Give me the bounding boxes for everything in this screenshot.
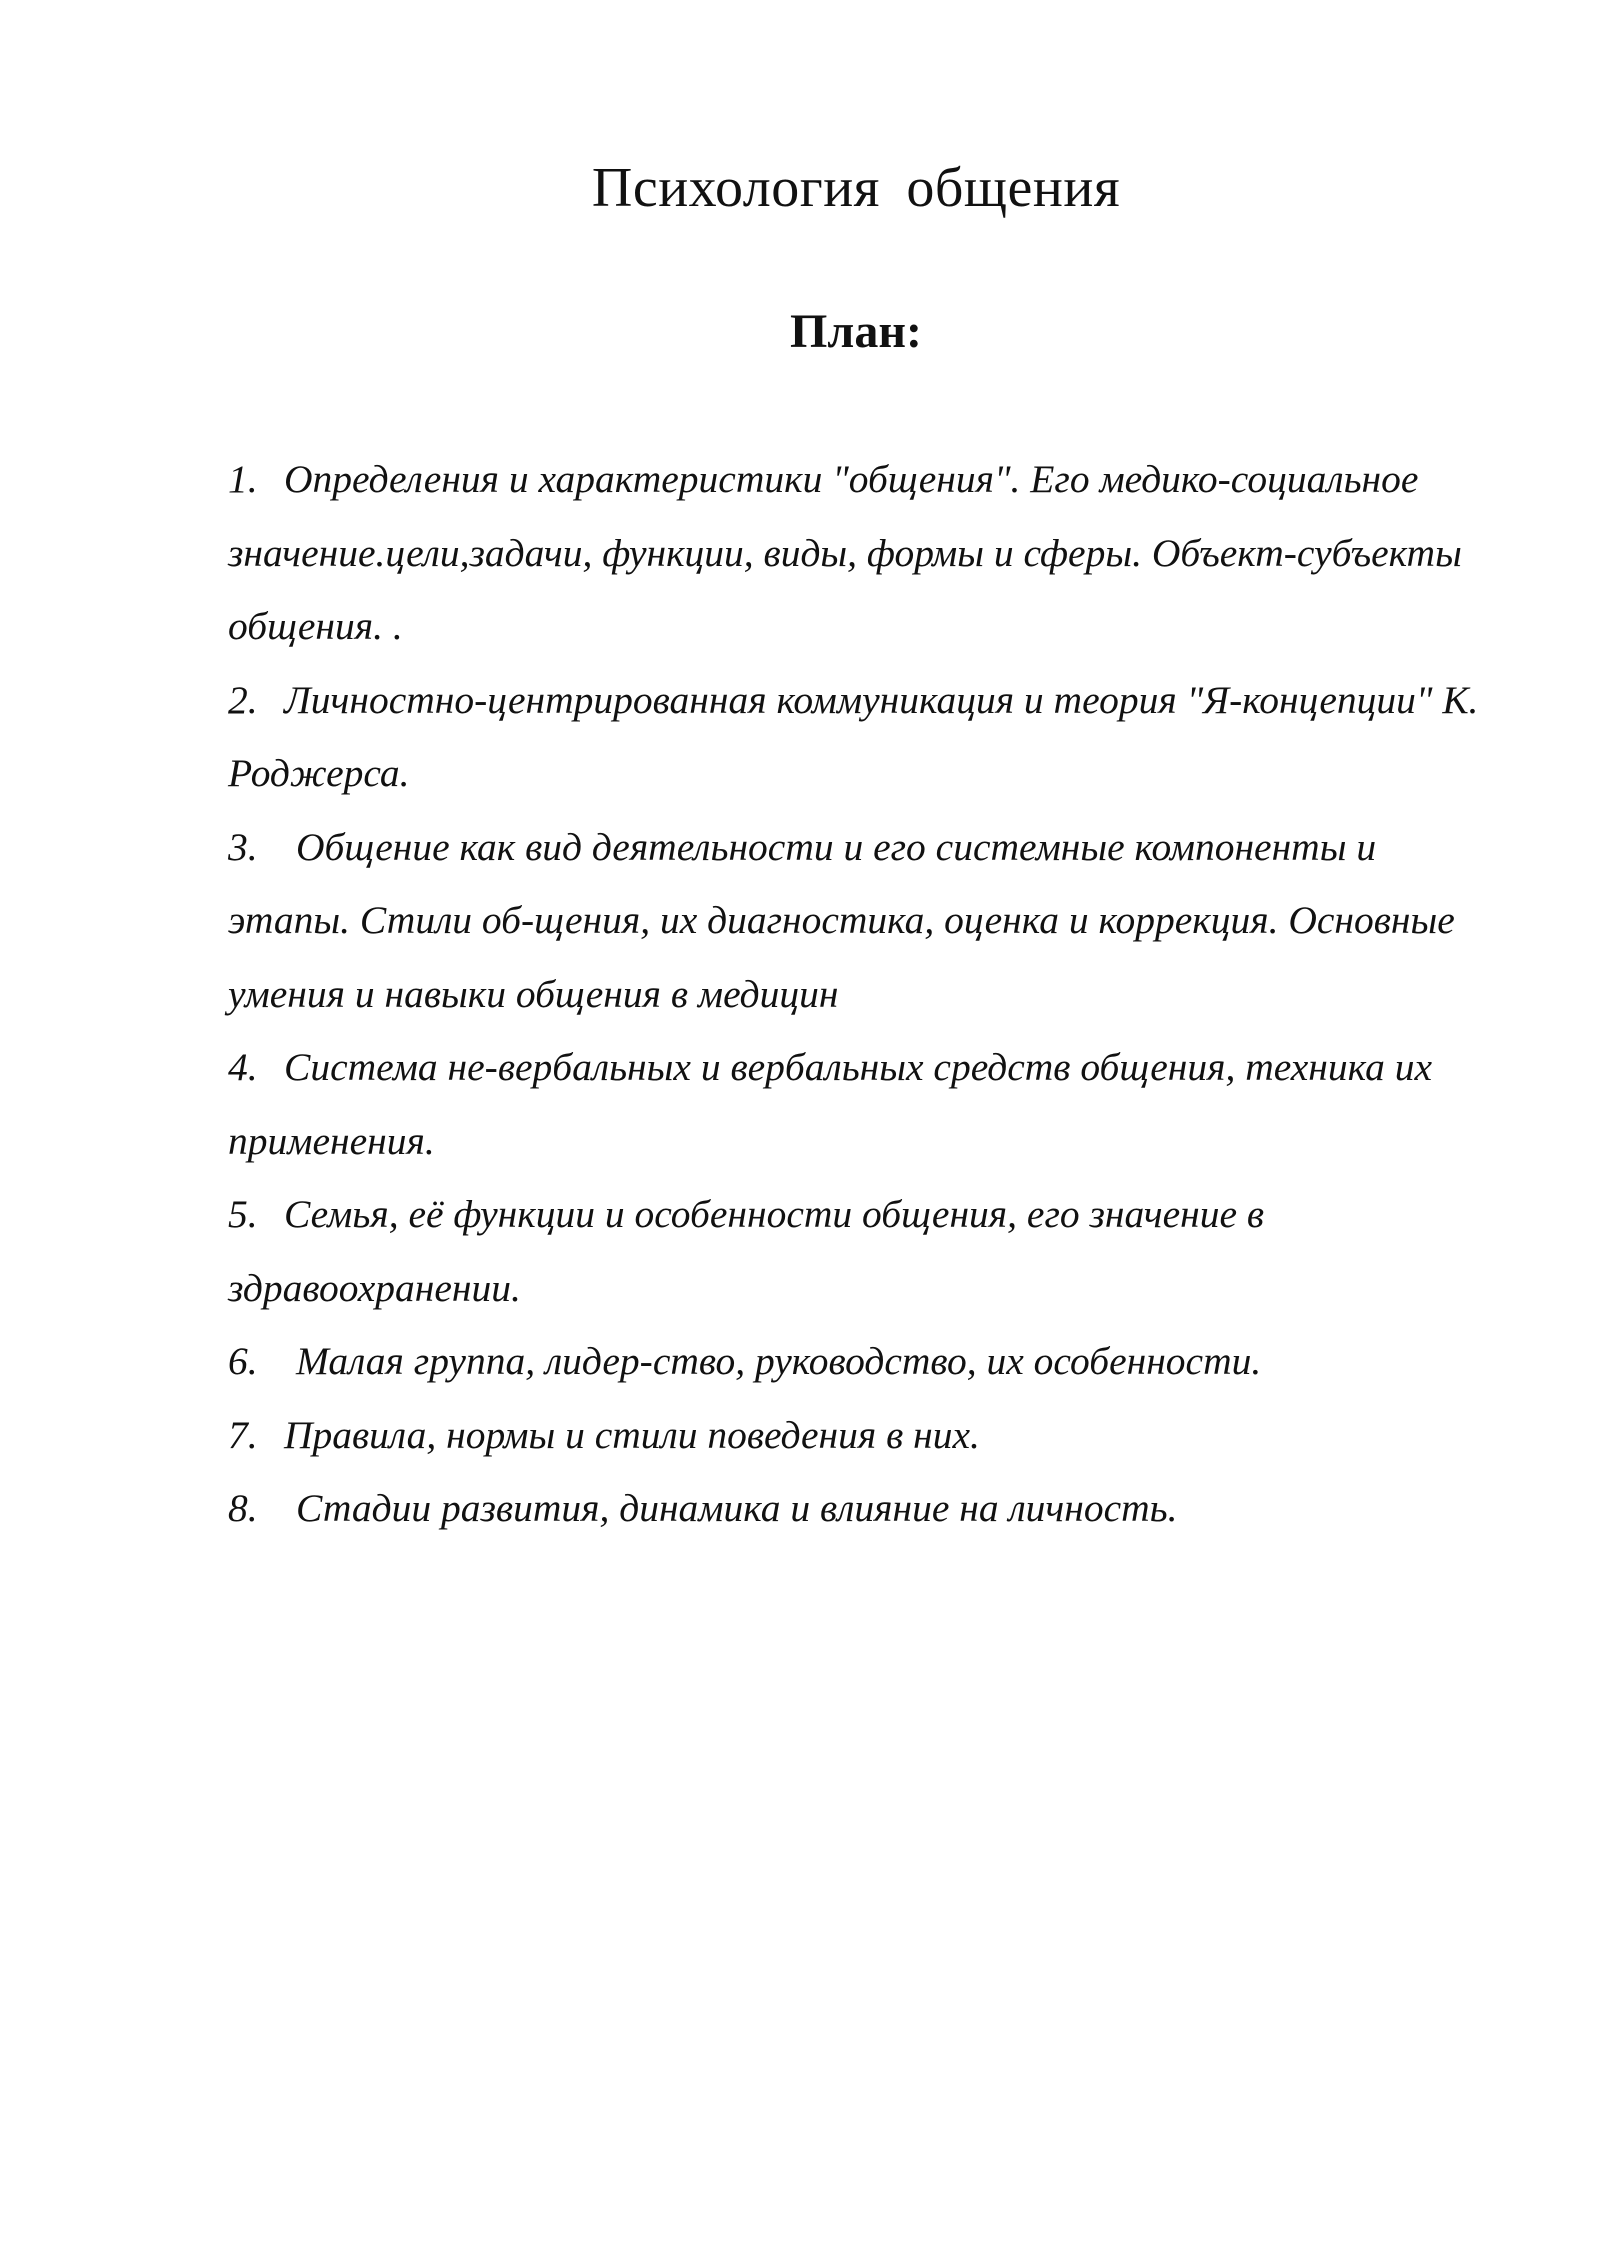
plan-item-number: 3. [228,824,258,869]
plan-item-3 [228,811,1488,1032]
plan-item-text: Система не-вербальных и вербальных средств общения, техника их применения. [228,1045,1433,1163]
plan-item-7 [228,1399,1488,1473]
plan-item-number: 6. [228,1339,258,1383]
plan-item-number: 7. [228,1412,258,1457]
plan-item-5 [228,1178,1488,1325]
plan-item-8 [228,1472,1488,1546]
plan-item-number: 1. [228,457,258,501]
plan-item-text: Малая группа, лидер-ство, руководство, их особенности. [296,1339,1262,1383]
plan-list [228,443,1488,1546]
plan-item-text: Правила, нормы и стили поведения в них. [284,1412,980,1457]
plan-item-4 [228,1031,1488,1178]
plan-item-number: 5. [228,1192,258,1236]
plan-item-1 [228,443,1488,664]
plan-item-text: Семья, её функции и особенности общения, его значение в здравоохранении. [228,1192,1264,1310]
plan-item-text: Личностно-центрированная коммуникация и теория "Я-концепции" К. Роджерса. [228,677,1479,795]
plan-item-text: Стадии развития, динамика и влияние на личность. [296,1486,1178,1530]
plan-item-number: 8. [228,1486,258,1530]
plan-item-number: 2. [228,677,258,722]
plan-item-6 [228,1325,1488,1399]
plan-item-number: 4. [228,1045,258,1089]
plan-heading: План: [790,305,922,358]
plan-item-text: Общение как вид деятельности и его системные компоненты и этапы. Стили об-щения, их диагностика, оценка и коррекция. Основные умения и навыки общения в медицин [228,824,1455,1016]
plan-item-2 [228,664,1488,811]
plan-item-text: Определения и характеристики "общения". Его медико-социальное значение.цели,задачи, функции, виды, формы и сферы. Объект-субъекты общения. . [228,457,1462,648]
document-title: Психология общения [591,157,1121,219]
